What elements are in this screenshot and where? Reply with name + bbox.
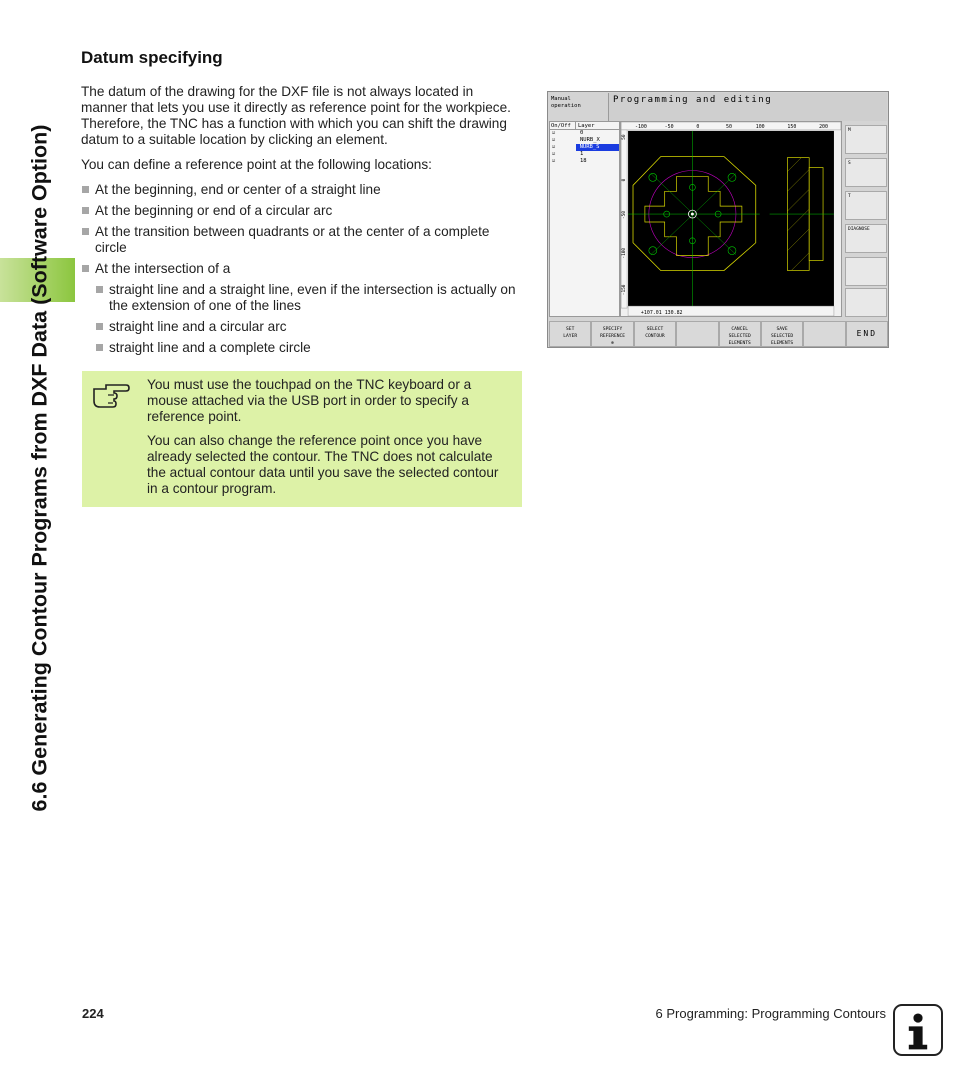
screen-title: Programming and editing — [608, 93, 887, 121]
chapter-sidebar — [0, 0, 80, 1091]
list-item: At the intersection of a — [81, 261, 523, 277]
tool-t-key[interactable]: T — [845, 191, 887, 220]
pointing-hand-icon — [90, 377, 130, 409]
layer-row-selected[interactable]: ☑ NURB_S — [550, 144, 619, 151]
dxf-drawing-view[interactable] — [620, 121, 842, 317]
page-number: 224 — [82, 1006, 104, 1021]
location-list — [81, 182, 523, 356]
ruler-top-label: 200 — [819, 123, 829, 130]
softkey-bar — [549, 321, 888, 347]
info-icon — [893, 1004, 943, 1056]
ruler-left-label: 50 — [622, 134, 628, 140]
select-contour-softkey[interactable]: SELECT CONTOUR — [634, 321, 676, 347]
cancel-selected-softkey[interactable]: CANCEL SELECTED ELEMENTS — [719, 321, 761, 347]
layer-header: On/Off Layer — [550, 122, 619, 130]
ruler-left-label: -150 — [622, 284, 628, 296]
ruler-left-label: -50 — [622, 210, 628, 219]
list-item: At the beginning, end or center of a straight line — [81, 182, 523, 198]
empty-softkey[interactable] — [803, 321, 845, 347]
layer-row[interactable]: ☑ NURB_X — [552, 137, 600, 143]
layer-row[interactable]: ☑ 18 — [552, 158, 587, 164]
cursor-coordinates: +107.01 130.82 — [640, 310, 683, 317]
end-softkey[interactable]: END — [846, 321, 888, 347]
sub-list-item: straight line and a complete circle — [95, 340, 523, 356]
footer-chapter-title: 6 Programming: Programming Contours — [655, 1006, 886, 1021]
empty-key[interactable] — [845, 288, 887, 317]
empty-key[interactable] — [845, 257, 887, 286]
spindle-m-key[interactable]: M — [845, 125, 887, 154]
intro-paragraph: The datum of the drawing for the DXF file is not always located in manner that lets you use it directly as reference point for the workpiece. Therefore, the TNC has a function with which you can shift the drawing datum to a suitable location by clicking an element. — [81, 84, 511, 147]
list-item: At the beginning or end of a circular arc — [81, 203, 523, 219]
ruler-left-label: 0 — [622, 178, 628, 182]
diagnose-key[interactable]: DIAGNOSE — [845, 224, 887, 253]
sub-list-item: straight line and a straight line, even if the intersection is actually on the extension of one of the lines — [95, 282, 523, 314]
layer-row[interactable]: ☑ 0 — [552, 130, 584, 136]
main-content — [81, 48, 523, 361]
set-layer-softkey[interactable]: SET LAYER — [549, 321, 591, 347]
chapter-title: 6.6 Generating Contour Programs from DXF Data (Software Option) — [27, 124, 52, 812]
right-softkey-bar — [845, 125, 887, 317]
specify-reference-softkey[interactable]: SPECIFY REFERENCE ⊕ — [591, 321, 633, 347]
note-box — [82, 371, 522, 507]
ruler-top-label: -50 — [664, 123, 674, 130]
note-paragraph: You can also change the reference point once you have already selected the contour. The TNC does not calculate the actual contour data until you save the selected contour in a contour program. — [147, 433, 499, 496]
layer-panel — [549, 121, 620, 317]
ruler-top-label: 0 — [696, 123, 700, 130]
spindle-s-key[interactable]: S — [845, 158, 887, 187]
ruler-top-label: 150 — [787, 123, 797, 130]
list-item: At the transition between quadrants or at the center of a complete circle — [81, 224, 523, 256]
ruler-top-label: -100 — [634, 123, 647, 130]
ruler-left-label: -100 — [622, 247, 628, 259]
empty-softkey[interactable] — [676, 321, 718, 347]
mode-indicator: Manual operation — [551, 96, 581, 109]
sub-list-item: straight line and a circular arc — [95, 319, 523, 335]
ruler-top-label: 100 — [755, 123, 765, 130]
lead-paragraph: You can define a reference point at the following locations: — [81, 157, 432, 172]
ruler-top-label: 50 — [726, 123, 733, 130]
layer-row[interactable]: ☑ 1 — [552, 151, 584, 157]
note-paragraph: You must use the touchpad on the TNC keyboard or a mouse attached via the USB port in order to specify a reference point. — [147, 377, 472, 424]
section-heading: Datum specifying — [81, 48, 223, 67]
save-selected-softkey[interactable]: SAVE SELECTED ELEMENTS — [761, 321, 803, 347]
tnc-screenshot — [547, 91, 889, 348]
